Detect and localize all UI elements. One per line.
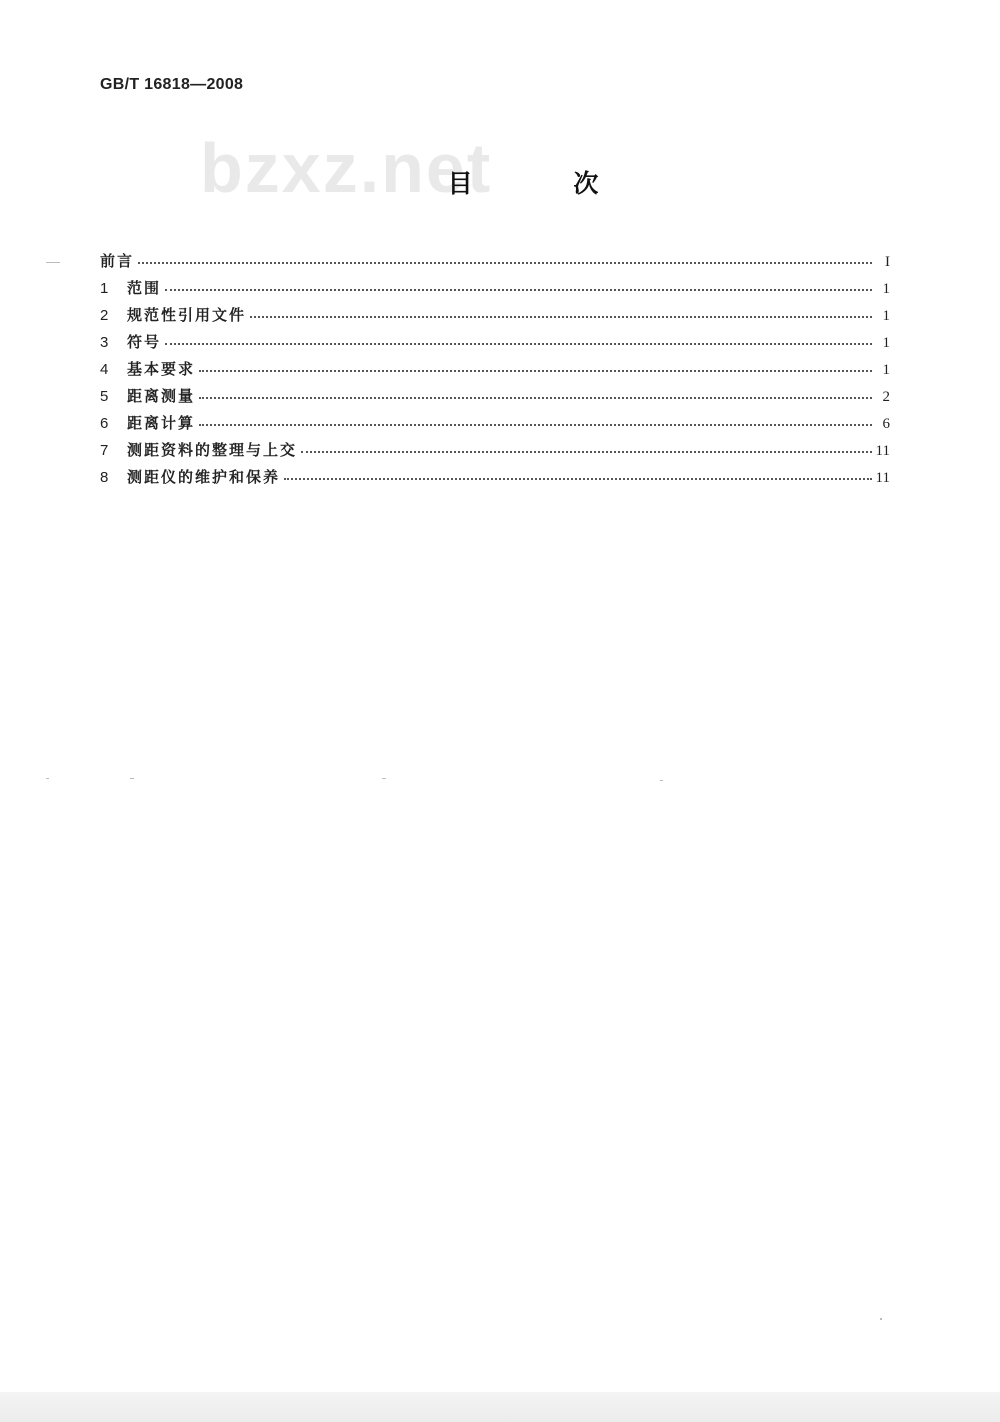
toc-leader-dots [250, 315, 872, 318]
toc-entry-label: 符号 [127, 333, 162, 351]
toc-entry-page: 6 [882, 416, 890, 432]
toc-leader-dots [199, 396, 872, 399]
toc-entry-number: 5 [100, 388, 109, 405]
toc-entry-label: 范围 [127, 279, 162, 297]
toc-entry-preface[interactable] [100, 250, 890, 277]
toc-entry-label: 测距资料的整理与上交 [127, 441, 298, 459]
toc-entry-number: 1 [100, 280, 109, 297]
scan-speck [130, 778, 134, 779]
toc-leader-dots [301, 450, 872, 453]
scan-speck [46, 262, 60, 263]
page-title: 目 次 [447, 169, 645, 198]
toc-leader-dots [165, 342, 872, 345]
toc-entry-number: 2 [100, 307, 109, 324]
scan-speck [382, 778, 386, 779]
scan-speck [46, 778, 49, 779]
toc-entry-page: 1 [882, 362, 890, 378]
toc-entry-label: 基本要求 [127, 360, 196, 378]
toc-entry-page: 1 [882, 308, 890, 324]
toc-entry-label: 规范性引用文件 [127, 306, 247, 324]
toc-entry-page: 1 [882, 335, 890, 351]
toc-entry-label: 测距仪的维护和保养 [127, 468, 281, 486]
toc-entry-label: 距离计算 [127, 414, 196, 432]
toc-entry-number: 4 [100, 361, 109, 378]
standard-number: GB/T 16818—2008 [100, 76, 244, 93]
scan-speck [660, 780, 663, 781]
watermark: bzxz.net [200, 129, 493, 207]
toc-leader-dots [199, 369, 872, 372]
toc-leader-dots [284, 477, 872, 480]
toc-entry-1[interactable] [100, 277, 890, 304]
toc-entry-8[interactable] [100, 466, 890, 493]
toc-entry-number: 8 [100, 469, 109, 486]
toc-entry-page: 1 [882, 281, 890, 297]
toc-entry-2[interactable] [100, 304, 890, 331]
toc-entry-3[interactable] [100, 331, 890, 358]
toc-entry-page: 11 [875, 470, 890, 486]
toc-entry-number: 7 [100, 442, 109, 459]
toc-entry-4[interactable] [100, 358, 890, 385]
toc-leader-dots [165, 288, 872, 291]
toc-entry-page: 2 [882, 389, 890, 405]
scan-bottom-edge [0, 1392, 1000, 1422]
table-of-contents [100, 250, 890, 493]
toc-entry-label: 距离测量 [127, 387, 196, 405]
toc-entry-page: 11 [875, 443, 890, 459]
toc-entry-label: 前言 [100, 252, 135, 270]
toc-entry-5[interactable] [100, 385, 890, 412]
toc-leader-dots [138, 261, 872, 264]
scan-speck [880, 1318, 882, 1320]
toc-entry-6[interactable] [100, 412, 890, 439]
toc-entry-number: 3 [100, 334, 109, 351]
toc-entry-number: 6 [100, 415, 109, 432]
toc-entry-7[interactable] [100, 439, 890, 466]
toc-leader-dots [199, 423, 872, 426]
toc-entry-page: I [885, 254, 890, 270]
